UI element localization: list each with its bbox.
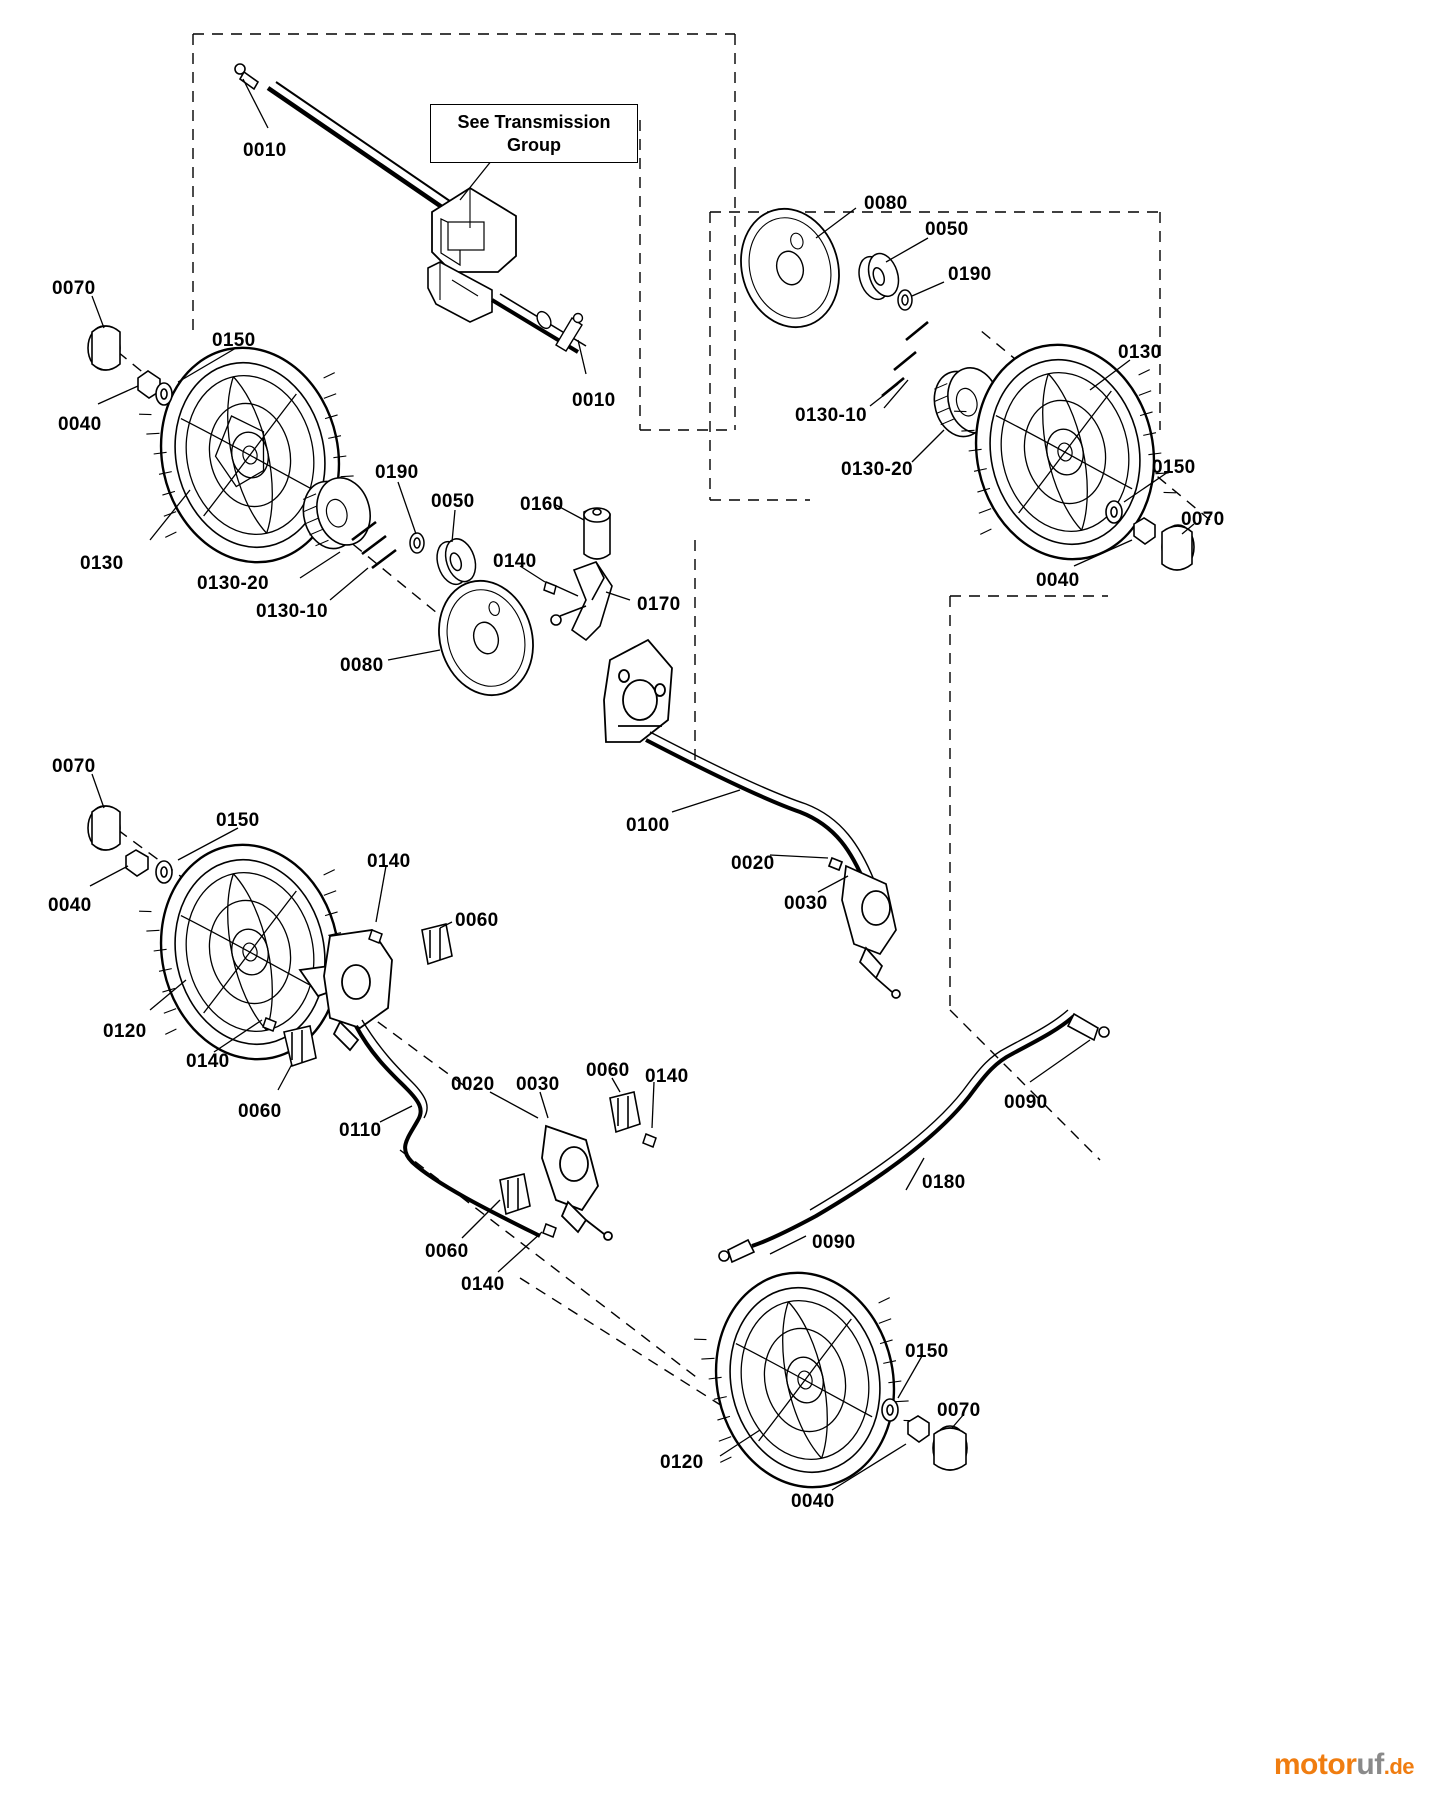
callout-0060-left-clip: 0060 xyxy=(238,1101,282,1122)
callout-0130-upper-left: 0130 xyxy=(80,553,124,574)
watermark-brand-first: motor xyxy=(1273,1748,1357,1781)
callout-0090-left: 0090 xyxy=(812,1232,856,1253)
callout-0140-center: 0140 xyxy=(493,551,537,572)
callout-0070-bottom: 0070 xyxy=(937,1400,981,1421)
callout-0040-bottom: 0040 xyxy=(791,1491,835,1512)
callout-0060-lower-left: 0060 xyxy=(455,910,499,931)
watermark-brand-second: uf xyxy=(1356,1748,1384,1781)
callout-0040-upper-left: 0040 xyxy=(58,414,102,435)
callout-0130-20-upper-left: 0130-20 xyxy=(197,573,269,594)
callout-0030-lower: 0030 xyxy=(516,1074,560,1095)
callout-0130-top-right: 0130 xyxy=(1118,342,1162,363)
callout-0110: 0110 xyxy=(339,1120,382,1141)
callout-0070-lower-left: 0070 xyxy=(52,756,96,777)
callout-0130-20-top-right: 0130-20 xyxy=(841,459,913,480)
callout-0050-top-right: 0050 xyxy=(925,219,969,240)
callout-0150-upper-left: 0150 xyxy=(212,330,256,351)
watermark-brand-tld: .de xyxy=(1383,1754,1414,1779)
callout-0050-center-left: 0050 xyxy=(431,491,475,512)
callout-0160: 0160 xyxy=(520,494,564,515)
callout-0180: 0180 xyxy=(922,1172,966,1193)
callout-0140-lower-left: 0140 xyxy=(367,851,411,872)
callout-0140-mid: 0140 xyxy=(645,1066,689,1087)
callout-0140-bottom: 0140 xyxy=(461,1274,505,1295)
callout-0060-bottom: 0060 xyxy=(425,1241,469,1262)
note-line-1: See Transmission xyxy=(457,112,611,132)
callout-0130-10-upper-left: 0130-10 xyxy=(256,601,328,622)
callout-0170: 0170 xyxy=(637,594,681,615)
callout-0100: 0100 xyxy=(626,815,670,836)
watermark xyxy=(1274,1748,1414,1782)
callout-0140-left-clip: 0140 xyxy=(186,1051,230,1072)
callout-0130-10-top-right: 0130-10 xyxy=(795,405,867,426)
callout-0010-bottom: 0010 xyxy=(572,390,616,411)
callout-0080-top-right: 0080 xyxy=(864,193,908,214)
callout-0020-upper: 0020 xyxy=(731,853,775,874)
callout-0070-top-right: 0070 xyxy=(1181,509,1225,530)
callout-0150-lower-left: 0150 xyxy=(216,810,260,831)
callout-0060-mid: 0060 xyxy=(586,1060,630,1081)
callout-0120-lower-left: 0120 xyxy=(103,1021,147,1042)
note-line-2: Group xyxy=(507,134,561,155)
callout-0190-center-left: 0190 xyxy=(375,462,419,483)
note-transmission-group xyxy=(430,104,638,163)
callout-0040-top-right: 0040 xyxy=(1036,570,1080,591)
callout-0190-top-right: 0190 xyxy=(948,264,992,285)
callout-0010-top: 0010 xyxy=(243,140,287,161)
callout-0040-lower-left: 0040 xyxy=(48,895,92,916)
callout-0070-upper-left: 0070 xyxy=(52,278,96,299)
callout-0030-upper: 0030 xyxy=(784,893,828,914)
callout-0090-right: 0090 xyxy=(1004,1092,1048,1113)
callout-0080-center-left: 0080 xyxy=(340,655,384,676)
callout-0120-bottom: 0120 xyxy=(660,1452,704,1473)
callout-0020-lower: 0020 xyxy=(451,1074,495,1095)
callout-0150-bottom: 0150 xyxy=(905,1341,949,1362)
callout-0150-top-right: 0150 xyxy=(1152,457,1196,478)
